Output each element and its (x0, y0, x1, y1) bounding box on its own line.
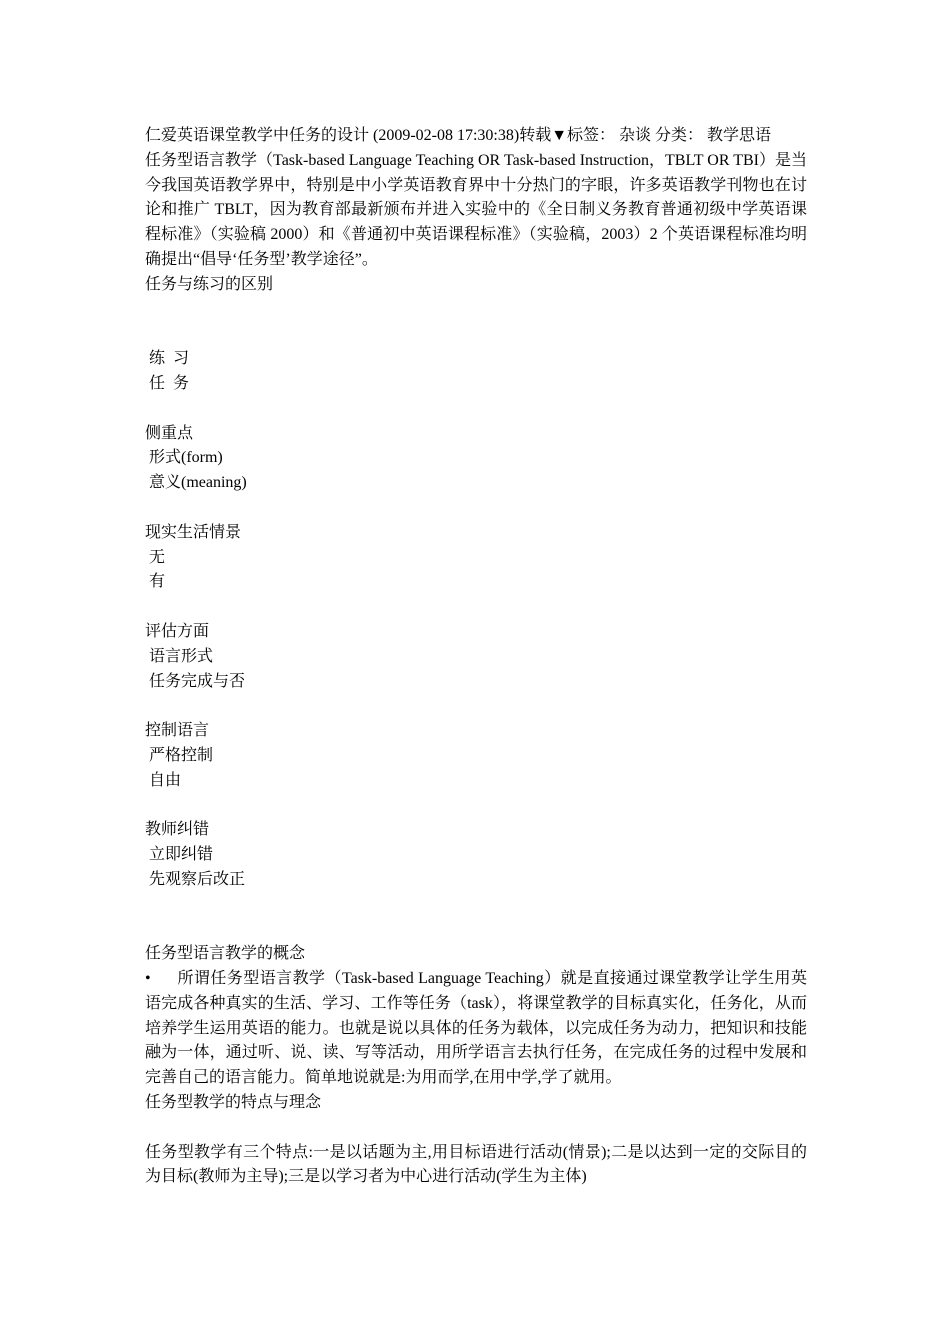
compare-table (145, 347, 807, 893)
spacer (145, 496, 807, 521)
row-exercise: 语言形式 (149, 647, 214, 665)
spacer (145, 595, 807, 620)
concept-paragraph (145, 967, 807, 1091)
row-aspect: 侧重点 (145, 424, 194, 442)
spacer (145, 893, 807, 943)
row-task: 意义(meaning) (149, 474, 247, 492)
compare-header (145, 347, 807, 397)
row-exercise: 严格控制 (149, 746, 214, 764)
spacer (145, 397, 807, 422)
row-task: 任务完成与否 (149, 672, 246, 690)
row-task: 自由 (149, 771, 182, 789)
bullet-icon: • (145, 970, 151, 988)
intro-paragraph: 任务型语言教学（Task-based Language Teaching OR Task-based Instruction，TBLT OR TBI）是当今我国英语教学界中，特别是中小学英语教育界中十分热门的字眼，许多英语教学刊物也在讨论和推广 TBLT，因为教育部最新颁布并进入实验中的《全日制义务教育普通初级中学英语课程标准》（实验稿 2000）和《普通初中英语课程标准》（实验稿，2003）2 个英语课程标准均明确提出“倡导‘任务型’教学途径”。 (145, 151, 807, 268)
row-aspect: 教师纠错 (145, 821, 210, 839)
compare-row (145, 620, 807, 694)
features-paragraph: 任务型教学有三个特点:一是以话题为主,用目标语进行活动(情景);二是以达到一定的交际目的为目标(教师为主导);三是以学习者为中心进行活动(学生为主体) (145, 1143, 807, 1186)
header-line: 仁爱英语课堂教学中任务的设计 (2009-02-08 17:30:38)转载▼标签： 杂谈 分类： 教学思语 (145, 127, 772, 144)
header-exercise: 练 习 (149, 350, 190, 368)
compare-row (145, 422, 807, 496)
spacer (145, 298, 807, 348)
compare-row (145, 719, 807, 793)
compare-title: 任务与练习的区别 (145, 275, 274, 293)
row-task: 先观察后改正 (149, 870, 246, 888)
row-exercise: 立即纠错 (149, 846, 214, 864)
spacer (145, 794, 807, 819)
concept-title: 任务型语言教学的概念 (145, 945, 306, 963)
row-exercise: 形式(form) (149, 449, 223, 467)
row-aspect: 现实生活情景 (145, 523, 242, 541)
row-aspect: 控制语言 (145, 722, 210, 740)
spacer (145, 694, 807, 719)
features-title: 任务型教学的特点与理念 (145, 1094, 322, 1112)
compare-row (145, 818, 807, 892)
row-aspect: 评估方面 (145, 622, 210, 640)
document-page (145, 124, 807, 1190)
row-exercise: 无 (149, 548, 166, 566)
header-task: 任 务 (149, 374, 190, 392)
concept-text: 所谓任务型语言教学（Task-based Language Teaching）就是直接通过课堂教学让学生用英语完成各种真实的生活、学习、工作等任务（task），将课堂教学的目标真实化，任务化，从而培养学生运用英语的能力。也就是说以具体的任务为载体，以完成任务为动力，把知识和技能融为一体，通过听、说、读、写等活动，用所学语言去执行任务，在完成任务的过程中发展和完善自己的语言能力。简单地说就是:为用而学,在用中学,学了就用。 (145, 970, 807, 1087)
spacer (145, 1116, 807, 1141)
row-task: 有 (149, 573, 166, 591)
compare-row (145, 521, 807, 595)
